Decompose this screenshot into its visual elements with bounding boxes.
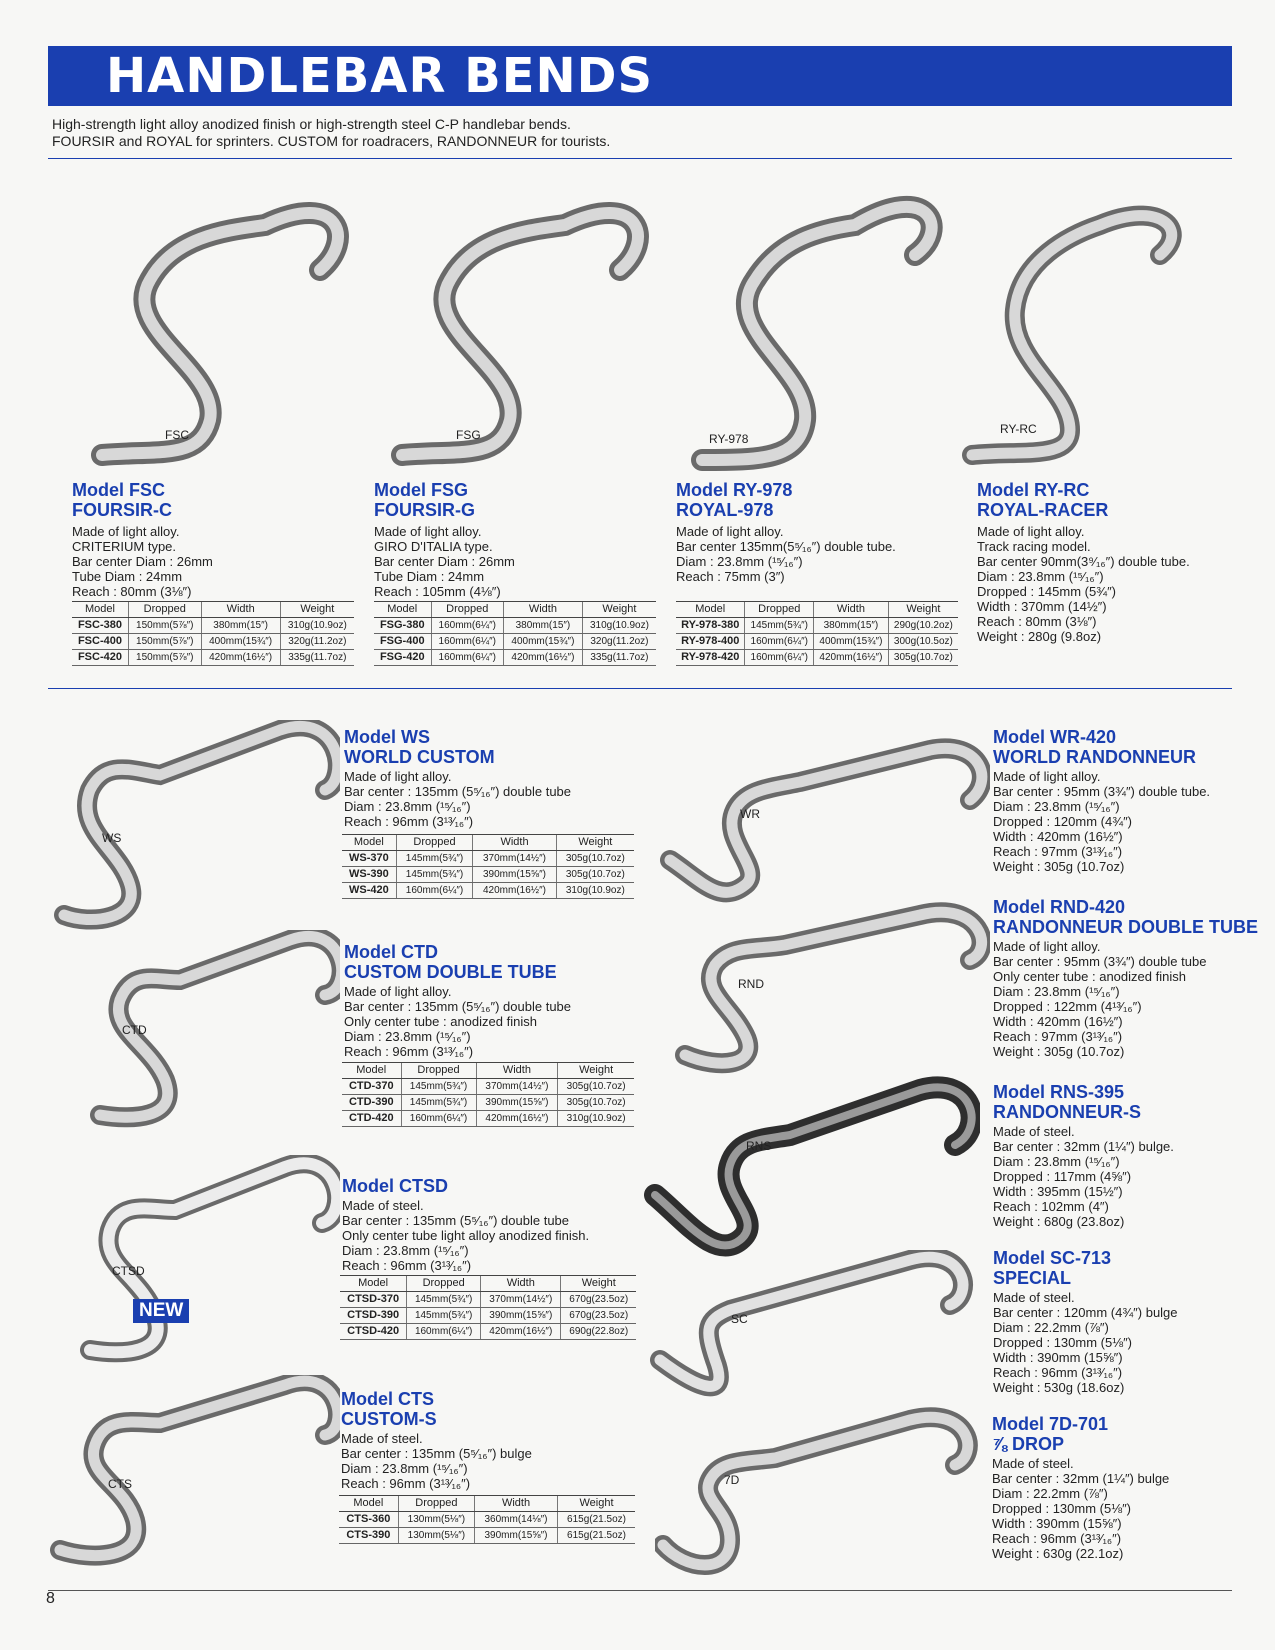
7d-spec: Bar center : 32mm (1¼″) bulge <box>992 1471 1170 1486</box>
cell: 380mm(15″) <box>814 618 889 634</box>
cell: CTD-420 <box>342 1111 401 1127</box>
fsc-spec: Made of light alloy. <box>72 524 180 539</box>
rnd-spec: Dropped : 122mm (4¹³⁄₁₆″) <box>993 999 1142 1014</box>
sc-spec: Dropped : 130mm (5⅛″) <box>993 1335 1132 1350</box>
col-model: Model <box>374 602 431 618</box>
cell: CTD-370 <box>342 1079 401 1095</box>
cell: 390mm(15⅝″) <box>473 867 556 883</box>
cell: FSC-400 <box>72 634 128 650</box>
ryrc-model: Model RY-RC <box>977 480 1090 500</box>
rnd-spec: Weight : 305g (10.7oz) <box>993 1044 1125 1059</box>
cell: 670g(23.5oz) <box>561 1308 636 1324</box>
cts-handlebar-image <box>50 1375 340 1575</box>
intro-line-2: FOURSIR and ROYAL for sprinters. CUSTOM for roadracers, RANDONNEUR for tourists. <box>52 133 611 149</box>
cell: 310g(10.9oz) <box>558 1111 634 1127</box>
cell: 370mm(14½″) <box>473 851 556 867</box>
7d-spec: Weight : 630g (22.1oz) <box>992 1546 1124 1561</box>
new-badge: NEW <box>133 1299 189 1323</box>
cell: 305g(10.7oz) <box>888 650 958 666</box>
cell: 335g(11.7oz) <box>582 650 656 666</box>
cts-name: CUSTOM-S <box>341 1409 437 1429</box>
wr-spec: Weight : 305g (10.7oz) <box>993 859 1125 874</box>
rns-spec: Reach : 102mm (4″) <box>993 1199 1109 1214</box>
col-model: Model <box>342 835 396 851</box>
table-row <box>340 1308 636 1324</box>
cell: 420mm(16½″) <box>476 1111 558 1127</box>
rns-image-label: RNS <box>746 1139 772 1153</box>
cell: CTS-390 <box>339 1528 398 1544</box>
rns-model: Model RNS-395 <box>993 1082 1125 1102</box>
7d-spec: Dropped : 130mm (5⅛″) <box>992 1501 1131 1516</box>
fsc-spec-table <box>72 601 354 666</box>
cell: 380mm(15″) <box>201 618 280 634</box>
cell: 305g(10.7oz) <box>556 851 634 867</box>
table-row <box>72 650 354 666</box>
col-weight: Weight <box>556 835 634 851</box>
cell: 310g(10.9oz) <box>556 883 634 899</box>
cell: 145mm(5¾″) <box>407 1292 481 1308</box>
cell: 390mm(15⅝″) <box>475 1528 558 1544</box>
col-width: Width <box>481 1276 561 1292</box>
cell: FSC-420 <box>72 650 128 666</box>
ws-block <box>344 727 634 829</box>
cell: 160mm(6¼″) <box>431 618 503 634</box>
sc-spec: Reach : 96mm (3¹³⁄₁₆″) <box>993 1365 1123 1380</box>
col-width: Width <box>503 602 582 618</box>
wr-spec: Dropped : 120mm (4¾″) <box>993 814 1132 829</box>
ry978-spec: Reach : 75mm (3″) <box>676 569 785 584</box>
table-row <box>374 634 656 650</box>
rns-name: RANDONNEUR-S <box>993 1102 1141 1122</box>
col-weight: Weight <box>888 602 958 618</box>
ctd-image-label: CTD <box>122 1023 147 1037</box>
cell: 420mm(16½″) <box>814 650 889 666</box>
col-width: Width <box>201 602 280 618</box>
cell: FSG-380 <box>374 618 431 634</box>
cell: 145mm(5¾″) <box>401 1079 476 1095</box>
ws-name: WORLD CUSTOM <box>344 747 495 767</box>
ry978-spec: Made of light alloy. <box>676 524 784 539</box>
cell: WS-420 <box>342 883 396 899</box>
fsg-spec: GIRO D'ITALIA type. <box>374 539 493 554</box>
sc-block <box>993 1248 1243 1395</box>
rns-spec: Diam : 23.8mm (¹⁵⁄₁₆″) <box>993 1154 1120 1169</box>
cell: 160mm(6¼″) <box>431 650 503 666</box>
divider-middle <box>48 688 1232 689</box>
fsc-name: FOURSIR-C <box>72 500 172 520</box>
col-model: Model <box>339 1496 398 1512</box>
ws-spec: Reach : 96mm (3¹³⁄₁₆″) <box>344 814 474 829</box>
cell: 670g(23.5oz) <box>561 1292 636 1308</box>
col-width: Width <box>476 1063 558 1079</box>
ry978-model: Model RY-978 <box>676 480 793 500</box>
sc-handlebar-image <box>650 1250 980 1410</box>
ryrc-image-label: RY-RC <box>1000 422 1037 436</box>
ctd-block <box>344 942 634 1059</box>
fsg-image-label: FSG <box>456 428 481 442</box>
intro-text <box>52 116 610 150</box>
ryrc-handlebar-image <box>960 180 1200 470</box>
cell: CTS-360 <box>339 1512 398 1528</box>
page-number: 8 <box>46 1590 55 1607</box>
wr-model: Model WR-420 <box>993 727 1117 747</box>
fsg-block <box>374 480 664 599</box>
ctsd-spec: Reach : 96mm (3¹³⁄₁₆″) <box>342 1258 472 1273</box>
col-weight: Weight <box>280 602 354 618</box>
rnd-spec: Width : 420mm (16½″) <box>993 1014 1123 1029</box>
fsc-model: Model FSC <box>72 480 165 500</box>
7d-name: ⅞ DROP <box>992 1434 1065 1454</box>
col-model: Model <box>342 1063 401 1079</box>
sc-spec: Bar center : 120mm (4¾″) bulge <box>993 1305 1178 1320</box>
cell: 150mm(5⅞″) <box>128 650 201 666</box>
ry978-image-label: RY-978 <box>709 432 749 446</box>
cell: 360mm(14⅛″) <box>475 1512 558 1528</box>
cell: FSG-420 <box>374 650 431 666</box>
cell: 420mm(16½″) <box>503 650 582 666</box>
cell: 145mm(5¾″) <box>396 867 473 883</box>
col-dropped: Dropped <box>398 1496 474 1512</box>
cell: RY-978-420 <box>676 650 745 666</box>
ctsd-image-label: CTSD <box>112 1264 145 1278</box>
cell: 160mm(6¼″) <box>745 634 814 650</box>
rns-spec: Made of steel. <box>993 1124 1075 1139</box>
ws-image-label: WS <box>102 831 122 845</box>
col-weight: Weight <box>561 1276 636 1292</box>
ws-handlebar-image <box>50 720 340 940</box>
cell: 320g(11.2oz) <box>582 634 656 650</box>
table-row <box>339 1512 635 1528</box>
cell: WS-370 <box>342 851 396 867</box>
cts-spec-table <box>339 1495 635 1544</box>
7d-handlebar-image <box>655 1400 985 1575</box>
ws-spec: Made of light alloy. <box>344 769 452 784</box>
cell: 160mm(6¼″) <box>401 1111 476 1127</box>
cell: 310g(10.9oz) <box>280 618 354 634</box>
cell: 160mm(6¼″) <box>431 634 503 650</box>
ry978-spec: Diam : 23.8mm (¹⁵⁄₁₆″) <box>676 554 803 569</box>
cell: 615g(21.5oz) <box>558 1528 635 1544</box>
fsg-handlebar-image <box>380 170 660 480</box>
wr-image-label: WR <box>740 807 760 821</box>
ryrc-spec: Weight : 280g (9.8oz) <box>977 629 1102 644</box>
page-title: HANDLEBAR BENDS <box>106 48 654 104</box>
col-weight: Weight <box>558 1496 635 1512</box>
rns-spec: Width : 395mm (15½″) <box>993 1184 1123 1199</box>
7d-spec: Width : 390mm (15⅝″) <box>992 1516 1122 1531</box>
col-dropped: Dropped <box>128 602 201 618</box>
wr-spec: Bar center : 95mm (3¾″) double tube. <box>993 784 1211 799</box>
fsg-spec: Made of light alloy. <box>374 524 482 539</box>
cell: 420mm(16½″) <box>201 650 280 666</box>
table-row <box>676 650 958 666</box>
fsg-model: Model FSG <box>374 480 468 500</box>
ctd-spec-table <box>342 1062 634 1127</box>
fsc-image-label: FSC <box>165 428 189 442</box>
table-row <box>342 1111 634 1127</box>
table-row <box>72 618 354 634</box>
cell: 300g(10.5oz) <box>888 634 958 650</box>
sc-spec: Width : 390mm (15⅝″) <box>993 1350 1123 1365</box>
ctsd-spec: Diam : 23.8mm (¹⁵⁄₁₆″) <box>342 1243 469 1258</box>
cell: 150mm(5⅞″) <box>128 618 201 634</box>
col-model: Model <box>72 602 128 618</box>
sc-image-label: SC <box>731 1312 748 1326</box>
rns-handlebar-image <box>640 1060 980 1270</box>
ryrc-spec: Track racing model. <box>977 539 1091 554</box>
cell: 420mm(16½″) <box>473 883 556 899</box>
cell: CTSD-370 <box>340 1292 407 1308</box>
rnd-spec: Made of light alloy. <box>993 939 1101 954</box>
cell: 145mm(5¾″) <box>401 1095 476 1111</box>
cts-spec: Made of steel. <box>341 1431 423 1446</box>
ry978-name: ROYAL-978 <box>676 500 774 520</box>
table-row <box>374 650 656 666</box>
cell: 305g(10.7oz) <box>556 867 634 883</box>
rnd-spec: Only center tube : anodized finish <box>993 969 1186 984</box>
fsc-spec: Tube Diam : 24mm <box>72 569 183 584</box>
rns-spec: Weight : 680g (23.8oz) <box>993 1214 1125 1229</box>
wr-block <box>993 727 1243 874</box>
table-row <box>676 618 958 634</box>
cell: RY-978-400 <box>676 634 745 650</box>
7d-block <box>992 1414 1242 1561</box>
table-row <box>340 1292 636 1308</box>
col-width: Width <box>473 835 556 851</box>
rnd-image-label: RND <box>738 977 764 991</box>
ryrc-spec: Made of light alloy. <box>977 524 1085 539</box>
sc-model: Model SC-713 <box>993 1248 1112 1268</box>
rnd-block <box>993 897 1263 1059</box>
rnd-handlebar-image <box>670 890 990 1080</box>
cts-model: Model CTS <box>341 1389 434 1409</box>
table-row <box>340 1324 636 1340</box>
ctsd-block <box>342 1176 642 1273</box>
cell: 400mm(15¾″) <box>201 634 280 650</box>
col-model: Model <box>676 602 745 618</box>
cell: 290g(10.2oz) <box>888 618 958 634</box>
col-width: Width <box>475 1496 558 1512</box>
sc-spec: Made of steel. <box>993 1290 1075 1305</box>
cell: 335g(11.7oz) <box>280 650 354 666</box>
table-row <box>374 618 656 634</box>
table-row <box>339 1528 635 1544</box>
ctd-handlebar-image <box>60 930 340 1140</box>
ws-spec: Bar center : 135mm (5⁵⁄₁₆″) double tube <box>344 784 572 799</box>
cell: 380mm(15″) <box>503 618 582 634</box>
ctsd-spec: Bar center : 135mm (5⁵⁄₁₆″) double tube <box>342 1213 570 1228</box>
wr-spec: Diam : 23.8mm (¹⁵⁄₁₆″) <box>993 799 1120 814</box>
ctsd-spec: Made of steel. <box>342 1198 424 1213</box>
ctsd-spec-table <box>340 1275 636 1340</box>
cell: 690g(22.8oz) <box>561 1324 636 1340</box>
7d-spec: Reach : 96mm (3¹³⁄₁₆″) <box>992 1531 1122 1546</box>
fsc-spec: Reach : 80mm (3⅛″) <box>72 584 192 599</box>
ry978-spec: Bar center 135mm(5⁵⁄₁₆″) double tube. <box>676 539 896 554</box>
cell: 160mm(6¼″) <box>396 883 473 899</box>
wr-spec: Reach : 97mm (3¹³⁄₁₆″) <box>993 844 1123 859</box>
cts-block <box>341 1389 641 1491</box>
ws-spec: Diam : 23.8mm (¹⁵⁄₁₆″) <box>344 799 471 814</box>
ry978-spec-table <box>676 601 958 666</box>
ctd-spec: Bar center : 135mm (5⁵⁄₁₆″) double tube <box>344 999 572 1014</box>
ryrc-spec: Width : 370mm (14½″) <box>977 599 1107 614</box>
cell: 160mm(6¼″) <box>407 1324 481 1340</box>
ctd-model: Model CTD <box>344 942 438 962</box>
cell: WS-390 <box>342 867 396 883</box>
7d-spec: Diam : 22.2mm (⅞″) <box>992 1486 1108 1501</box>
sc-spec: Diam : 22.2mm (⅞″) <box>993 1320 1109 1335</box>
table-row <box>342 1079 634 1095</box>
rnd-model: Model RND-420 <box>993 897 1126 917</box>
rns-block <box>993 1082 1243 1229</box>
ctsd-handlebar-image <box>60 1155 340 1375</box>
rnd-spec: Diam : 23.8mm (¹⁵⁄₁₆″) <box>993 984 1120 999</box>
cell: FSC-380 <box>72 618 128 634</box>
fsg-spec: Bar center Diam : 26mm <box>374 554 515 569</box>
wr-spec: Made of light alloy. <box>993 769 1101 784</box>
cell: 400mm(15¾″) <box>814 634 889 650</box>
cell: 160mm(6¼″) <box>745 650 814 666</box>
wr-name: WORLD RANDONNEUR <box>993 747 1196 767</box>
ctd-name: CUSTOM DOUBLE TUBE <box>344 962 557 982</box>
fsc-handlebar-image <box>80 170 360 480</box>
cell: 400mm(15¾″) <box>503 634 582 650</box>
fsg-name: FOURSIR-G <box>374 500 475 520</box>
cell: FSG-400 <box>374 634 431 650</box>
divider-top <box>48 158 1232 159</box>
table-row <box>342 883 634 899</box>
cell: 305g(10.7oz) <box>558 1079 634 1095</box>
ryrc-spec: Diam : 23.8mm (¹⁵⁄₁₆″) <box>977 569 1104 584</box>
cell: 390mm(15⅝″) <box>481 1308 561 1324</box>
ryrc-spec: Dropped : 145mm (5¾″) <box>977 584 1116 599</box>
rns-spec: Bar center : 32mm (1¼″) bulge. <box>993 1139 1174 1154</box>
table-row <box>72 634 354 650</box>
table-row <box>342 867 634 883</box>
ryrc-spec: Reach : 80mm (3⅛″) <box>977 614 1097 629</box>
title-banner <box>48 46 1232 106</box>
cell: 320g(11.2oz) <box>280 634 354 650</box>
cell: 145mm(5¾″) <box>396 851 473 867</box>
cell: 310g(10.9oz) <box>582 618 656 634</box>
cell: 390mm(15⅝″) <box>476 1095 558 1111</box>
col-width: Width <box>814 602 889 618</box>
ryrc-block <box>977 480 1237 644</box>
ctd-spec: Reach : 96mm (3¹³⁄₁₆″) <box>344 1044 474 1059</box>
cell: 420mm(16½″) <box>481 1324 561 1340</box>
fsg-spec: Tube Diam : 24mm <box>374 569 485 584</box>
rnd-spec: Bar center : 95mm (3¾″) double tube <box>993 954 1207 969</box>
sc-spec: Weight : 530g (18.6oz) <box>993 1380 1125 1395</box>
cell: 370mm(14½″) <box>481 1292 561 1308</box>
cts-image-label: CTS <box>108 1477 132 1491</box>
fsg-spec-table <box>374 601 656 666</box>
ws-model: Model WS <box>344 727 430 747</box>
fsc-spec: CRITERIUM type. <box>72 539 177 554</box>
cell: CTSD-420 <box>340 1324 407 1340</box>
col-model: Model <box>340 1276 407 1292</box>
cell: 370mm(14½″) <box>476 1079 558 1095</box>
col-dropped: Dropped <box>396 835 473 851</box>
ryrc-name: ROYAL-RACER <box>977 500 1109 520</box>
cell: RY-978-380 <box>676 618 745 634</box>
7d-image-label: 7D <box>724 1473 740 1487</box>
col-dropped: Dropped <box>745 602 814 618</box>
table-row <box>342 851 634 867</box>
ryrc-spec: Bar center 90mm(3⁹⁄₁₆″) double tube. <box>977 554 1190 569</box>
col-weight: Weight <box>582 602 656 618</box>
col-dropped: Dropped <box>407 1276 481 1292</box>
intro-line-1: High-strength light alloy anodized finish or high-strength steel C-P handlebar bends. <box>52 116 571 132</box>
fsg-spec: Reach : 105mm (4⅛″) <box>374 584 501 599</box>
wr-spec: Width : 420mm (16½″) <box>993 829 1123 844</box>
cell: CTD-390 <box>342 1095 401 1111</box>
ry978-block <box>676 480 966 584</box>
7d-spec: Made of steel. <box>992 1456 1074 1471</box>
cell: 130mm(5⅛″) <box>398 1528 474 1544</box>
cell: CTSD-390 <box>340 1308 407 1324</box>
cts-spec: Diam : 23.8mm (¹⁵⁄₁₆″) <box>341 1461 468 1476</box>
table-row <box>342 1095 634 1111</box>
fsc-block <box>72 480 362 599</box>
cell: 145mm(5¾″) <box>407 1308 481 1324</box>
ctsd-model: Model CTSD <box>342 1176 448 1196</box>
sc-name: SPECIAL <box>993 1268 1072 1288</box>
col-dropped: Dropped <box>431 602 503 618</box>
7d-model: Model 7D-701 <box>992 1414 1109 1434</box>
cell: 130mm(5⅛″) <box>398 1512 474 1528</box>
table-row <box>676 634 958 650</box>
ctsd-spec: Only center tube light alloy anodized finish. <box>342 1228 590 1243</box>
ctd-spec: Diam : 23.8mm (¹⁵⁄₁₆″) <box>344 1029 471 1044</box>
ctd-spec: Only center tube : anodized finish <box>344 1014 537 1029</box>
cell: 615g(21.5oz) <box>558 1512 635 1528</box>
cell: 150mm(5⅞″) <box>128 634 201 650</box>
col-dropped: Dropped <box>401 1063 476 1079</box>
cell: 145mm(5¾″) <box>745 618 814 634</box>
rnd-spec: Reach : 97mm (3¹³⁄₁₆″) <box>993 1029 1123 1044</box>
cts-spec: Bar center : 135mm (5⁵⁄₁₆″) bulge <box>341 1446 532 1461</box>
fsc-spec: Bar center Diam : 26mm <box>72 554 213 569</box>
rns-spec: Dropped : 117mm (4⅝″) <box>993 1169 1132 1184</box>
cts-spec: Reach : 96mm (3¹³⁄₁₆″) <box>341 1476 471 1491</box>
col-weight: Weight <box>558 1063 634 1079</box>
cell: 305g(10.7oz) <box>558 1095 634 1111</box>
ctd-spec: Made of light alloy. <box>344 984 452 999</box>
rnd-name: RANDONNEUR DOUBLE TUBE <box>993 917 1258 937</box>
ws-spec-table <box>342 834 634 899</box>
divider-bottom <box>48 1590 1232 1591</box>
